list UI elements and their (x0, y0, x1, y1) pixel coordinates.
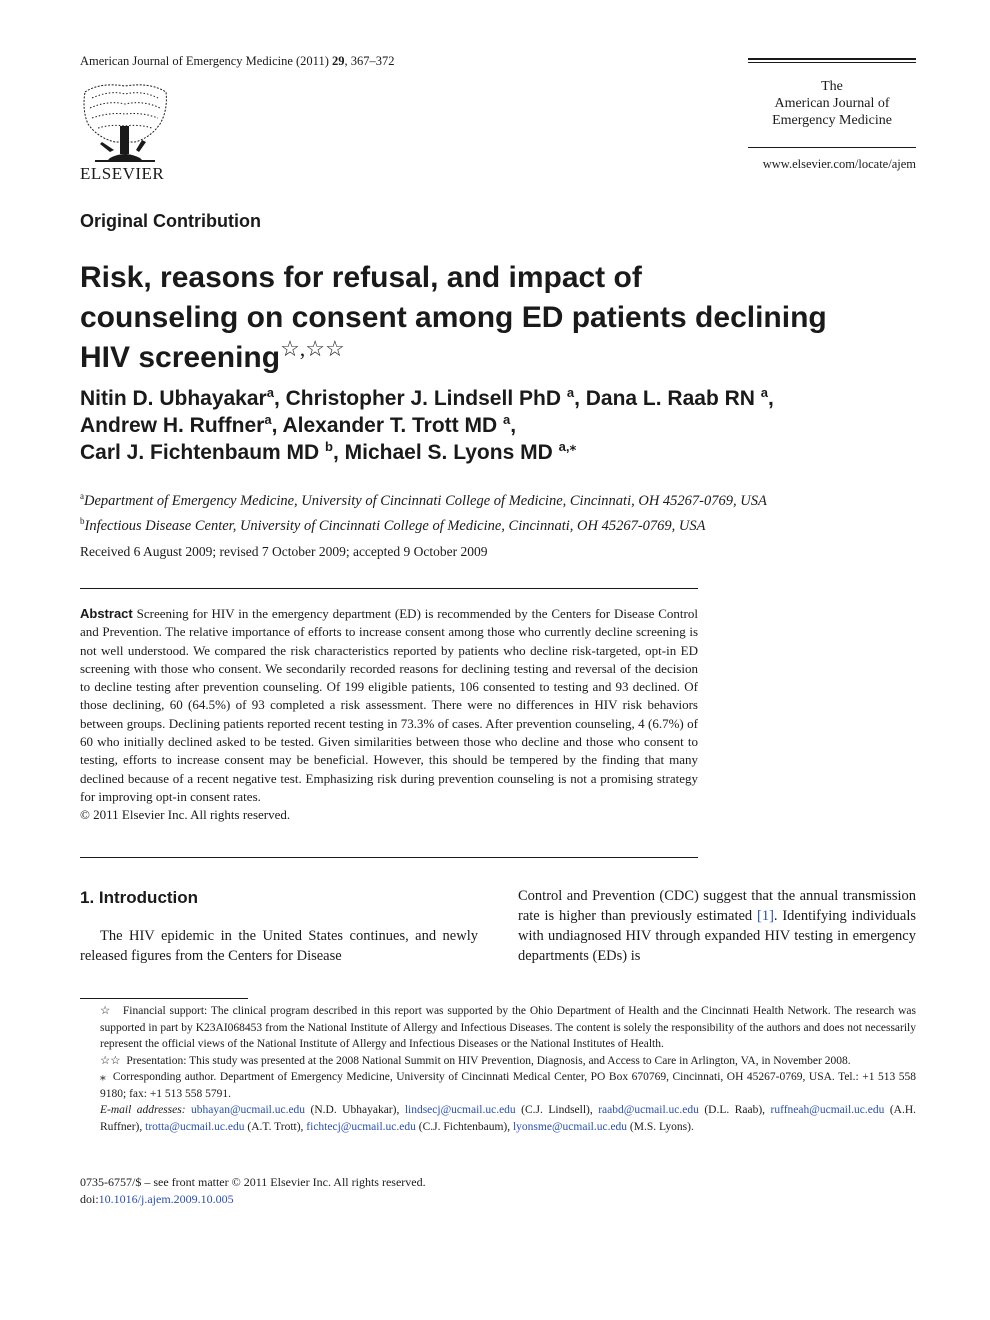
title-line: counseling on consent among ED patients declining (80, 301, 827, 334)
journal-citation (80, 54, 395, 69)
doi-label: doi: (80, 1192, 99, 1206)
title-footnote-marks[interactable]: ☆,☆☆ (280, 336, 345, 361)
footnote-corresponding: ⁎ Corresponding author. Department of Emergency Medicine, University of Cincinnati Medical Center, PO Box 670769, Cincinnati, OH 45267-0769, USA. Tel.: +1 513 558 9180; fax: +1 513 558 5791. (100, 1071, 917, 1100)
article-title (80, 258, 840, 378)
author-affil-mark[interactable]: a,⁎ (558, 439, 577, 454)
article-dates: Received 6 August 2009; revised 7 October 2009; accepted 9 October 2009 (80, 544, 488, 559)
journal-volume: 29 (332, 54, 345, 68)
abstract-bottom-rule (80, 857, 698, 858)
journal-year: (2011) (296, 54, 329, 68)
affiliation-item: $^a$Department of Emergency Medicine, University of Cincinnati College of Medicine, Cincinnati, OH 45267-0769, USA (80, 491, 767, 509)
intro-heading: 1. Introduction (80, 888, 199, 907)
footnote-emails: E-mail addresses: ubhayan@ucmail.uc.edu (N.D. Ubhayakar), lindsecj@ucmail.uc.edu (C.J. Lindsell), raabd@ucmail.uc.edu (D.L. Raab), ruffneah@ucmail.uc.edu (A.H. Ruffner), trotta@ucmail.uc.edu (A.T. Trott), fichtecj@ucmail.uc.edu (C.J. Fichtenbaum), lyonsme@ucmail.uc.edu (M.S. Lyons). (100, 1104, 917, 1133)
author-name: Carl J. Fichtenbaum MD (80, 441, 320, 464)
author-name: Christopher J. Lindsell PhD (285, 387, 561, 410)
email-link[interactable]: trotta@ucmail.uc.edu (145, 1120, 245, 1133)
email-link[interactable]: lyonsme@ucmail.uc.edu (512, 1120, 628, 1133)
author-affil-mark[interactable]: a (566, 385, 575, 400)
abstract (80, 605, 698, 825)
footnotes (80, 1003, 916, 1135)
author-affil-mark[interactable]: a (266, 385, 274, 400)
issn-line: 0735-6757/$ – see front matter © 2011 Elsevier Inc. All rights reserved. (80, 1175, 426, 1189)
journal-box-title (748, 78, 916, 129)
journal-title-box (748, 58, 916, 148)
author-name: Andrew H. Ruffner (80, 414, 265, 437)
footnote-rule (80, 998, 248, 999)
email-link[interactable]: lindsecj@ucmail.uc.edu (404, 1104, 516, 1116)
intro-paragraph-continued: Control and Prevention (CDC) suggest that the annual transmission rate is higher than previously estimated [1]. Identifying individuals with undiagnosed HIV through expanded HIV testing in emergency departments (EDs) is (518, 888, 917, 964)
email-link[interactable]: raabd@ucmail.uc.edu (598, 1104, 699, 1116)
footnote-funding: ☆ Financial support: The clinical program described in this report was supported by the Ohio Department of Health and the Cincinnati Health Network. The research was supported in part by K23AI068453 from the National Institute of Allergy and Infectious Diseases. The content is solely the responsibility of the authors and does not necessarily represent the official views of the National Institute of Allergy and Infectious Diseases or the National Institutes of Health. (100, 1005, 916, 1050)
journal-box-line: American Journal of (774, 96, 890, 111)
email-link[interactable]: ubhayan@ucmail.uc.edu (191, 1104, 306, 1116)
affiliations (80, 486, 920, 536)
journal-box-line: Emergency Medicine (772, 113, 892, 128)
title-line: HIV screening (80, 341, 281, 374)
journal-pages: , 367–372 (344, 54, 395, 68)
author-affil-mark[interactable]: a (760, 385, 769, 400)
reference-link[interactable]: [1] (756, 908, 774, 924)
author-name: Nitin D. Ubhayakar (80, 387, 267, 410)
issn-doi (80, 1174, 426, 1208)
abstract-label: Abstract (80, 606, 133, 621)
intro-paragraph: The HIV epidemic in the United States continues, and newly released figures from the Centers for Disease (80, 928, 478, 964)
abstract-copyright: © 2011 Elsevier Inc. All rights reserved. (80, 807, 291, 823)
email-link[interactable]: ruffneah@ucmail.uc.edu (770, 1104, 885, 1116)
email-link[interactable]: fichtecj@ucmail.uc.edu (306, 1120, 416, 1133)
author-name: Dana L. Raab RN (585, 387, 755, 410)
title-line: Risk, reasons for refusal, and impact of (80, 261, 642, 294)
abstract-top-rule (80, 588, 698, 589)
journal-url[interactable]: www.elsevier.com/locate/ajem (762, 157, 916, 171)
section-label: Original Contribution (80, 211, 261, 231)
footnote-presentation: ☆☆ Presentation: This study was presented at the 2008 National Summit on HIV Prevention, Diagnosis, and Access to Care in Arlington, VA, in November 2008. (100, 1054, 851, 1067)
author-name: Michael S. Lyons MD (344, 441, 553, 464)
abstract-text: Screening for HIV in the emergency department (ED) is recommended by the Centers for Disease Control and Prevention. The relative importance of efforts to increase consent among those who currently decline screening is not well understood. We compared the risk characteristics reported by patients who decline risk-targeted, opt-in ED screening with those who consent. We secondarily recorded reasons for declining testing and reversal of the decision to decline testing after prevention counseling. Of 199 eligible patients, 106 consented to testing and 93 declined. Of those declining, 60 (64.5%) of 93 completed a risk assessment. There were no differences in HIV risk behaviors between groups. Declining patients reported recent testing in 73.3% of cases. After prevention counseling, 4 (6.7%) of 60 who initially declined asked to be tested. Given similarities between those who decline and those who consent to testing, efforts to increase consent may be beneficial. However, this should be tempered by the finding that many declined because of a recent negative test. Emphasizing risk during prevention counseling is not a promising strategy for improving opt-in consent rates. (80, 606, 698, 804)
author-affil-mark[interactable]: a (264, 412, 272, 427)
author-list: Nitin D. Ubhayakar$^a$, Christopher J. Lindsell PhD $^a$, Dana L. Raab RN $^a$, Andrew H. Ruffner$^a$, Alexander T. Trott MD $^a$, Carl J. Fichtenbaum MD $^b$, Michael S. Lyons MD $^{a,⁎}$ (80, 385, 774, 464)
journal-name: American Journal of Emergency Medicine (80, 54, 293, 68)
journal-box-line: The (821, 79, 843, 94)
publisher-logo-text: ELSEVIER (80, 164, 165, 183)
affiliation-item: $^b$Infectious Disease Center, University of Cincinnati College of Medicine, Cincinnati, OH 45267-0769, USA (80, 515, 706, 534)
doi-link[interactable]: 10.1016/j.ajem.2009.10.005 (98, 1192, 234, 1206)
author-affil-mark[interactable]: b (325, 439, 333, 454)
author-name: Alexander T. Trott MD (282, 414, 498, 437)
author-affil-mark[interactable]: a (503, 412, 511, 427)
